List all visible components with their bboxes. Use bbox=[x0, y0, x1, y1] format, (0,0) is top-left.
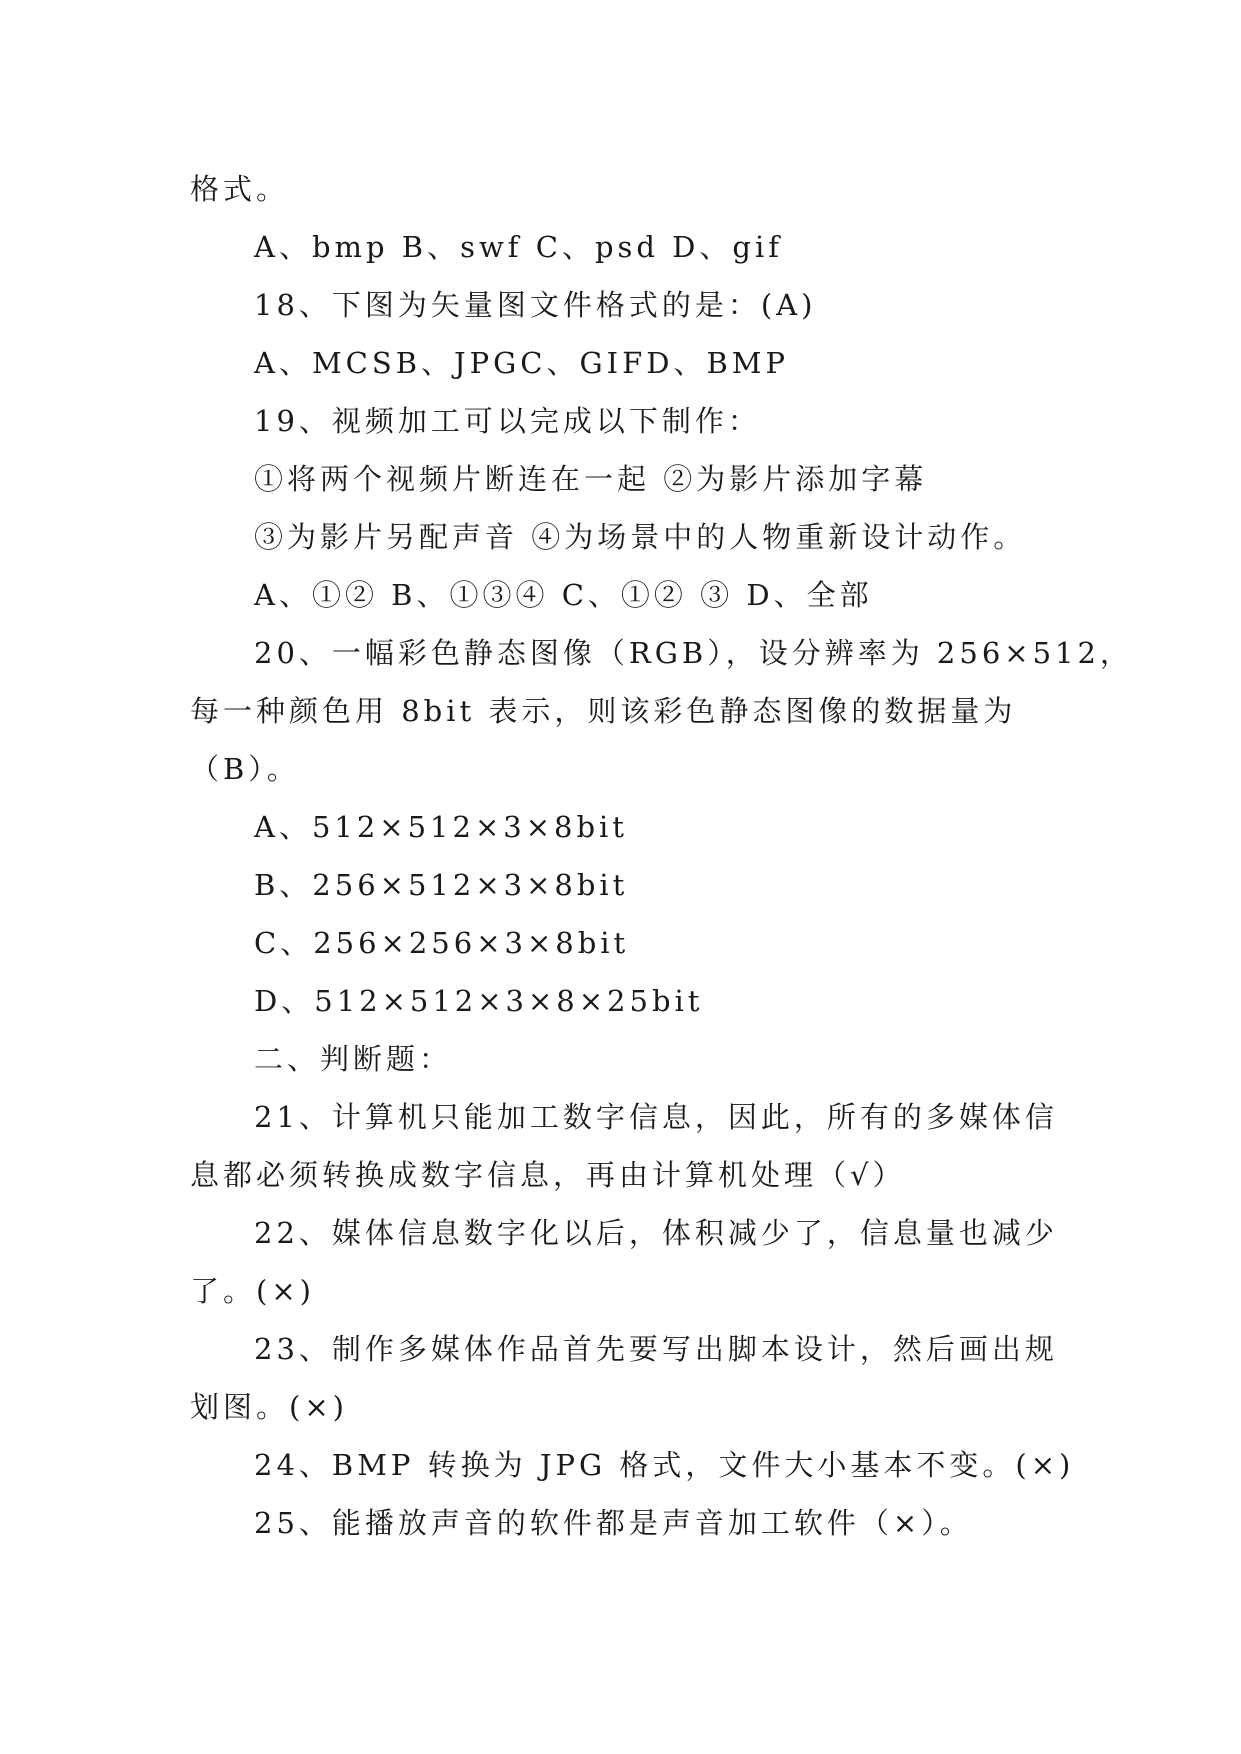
text-line-continuation: 格式。 bbox=[190, 172, 290, 206]
q17-options: A、bmp B、swf C、psd D、gif bbox=[254, 230, 783, 264]
q20-option-c: C、256×256×3×8bit bbox=[254, 926, 630, 960]
q21-line-2: 息都必须转换成数字信息，再由计算机处理（√） bbox=[190, 1158, 906, 1192]
q20-option-a: A、512×512×3×8bit bbox=[254, 810, 628, 844]
document-body bbox=[190, 160, 1133, 1552]
q19-options: A、①② B、①③④ C、①② ③ D、全部 bbox=[254, 578, 873, 612]
q20-answer: （B）。 bbox=[190, 752, 300, 786]
q22-line-2: 了。(×) bbox=[190, 1274, 315, 1308]
q24: 24、BMP 转换为 JPG 格式，文件大小基本不变。(×) bbox=[254, 1448, 1075, 1482]
section-heading-true-false: 二、判断题： bbox=[254, 1042, 453, 1076]
q20-option-d: D、512×512×3×8×25bit bbox=[254, 984, 704, 1018]
q21-line-1: 21、计算机只能加工数字信息，因此，所有的多媒体信 bbox=[254, 1100, 1058, 1134]
q18-question: 18、下图为矢量图文件格式的是：(A) bbox=[254, 288, 817, 322]
q25: 25、能播放声音的软件都是声音加工软件（×）。 bbox=[254, 1506, 973, 1540]
q19-item-1-2: ①将两个视频片断连在一起 ②为影片添加字幕 bbox=[254, 462, 928, 496]
q20-option-b: B、256×512×3×8bit bbox=[254, 868, 629, 902]
q19-question: 19、视频加工可以完成以下制作： bbox=[254, 404, 761, 438]
q20-question-line-2: 每一种颜色用 8bit 表示，则该彩色静态图像的数据量为 bbox=[190, 694, 1017, 728]
q23-line-2: 划图。(×) bbox=[190, 1390, 348, 1424]
q19-item-3-4: ③为影片另配声音 ④为场景中的人物重新设计动作。 bbox=[254, 520, 1027, 554]
q18-options: A、MCSB、JPGC、GIFD、BMP bbox=[254, 346, 790, 380]
q23-line-1: 23、制作多媒体作品首先要写出脚本设计，然后画出规 bbox=[254, 1332, 1058, 1366]
q20-question-line-1: 20、一幅彩色静态图像（RGB），设分辨率为 256×512， bbox=[254, 636, 1133, 670]
q22-line-1: 22、媒体信息数字化以后，体积减少了，信息量也减少 bbox=[254, 1216, 1058, 1250]
